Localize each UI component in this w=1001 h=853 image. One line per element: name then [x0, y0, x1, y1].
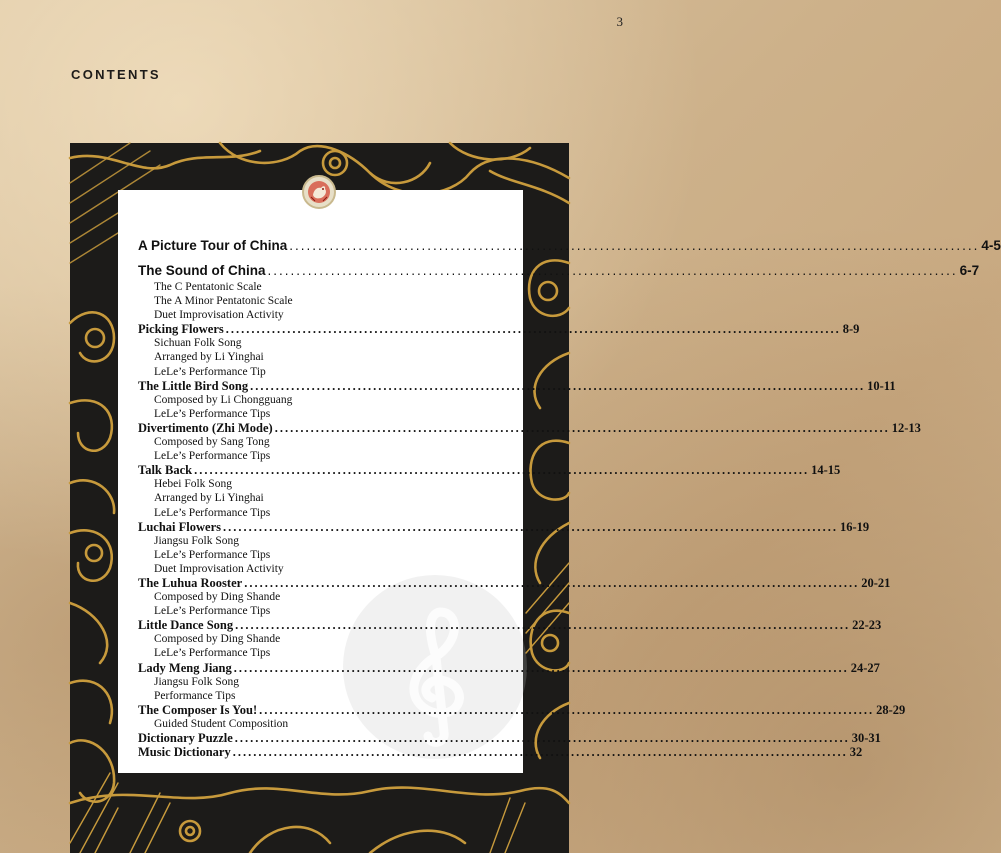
toc-subentry: The A Minor Pentatonic Scale [154, 295, 293, 308]
toc-entry-title: The Luhua Rooster [138, 575, 243, 590]
toc-entry-pages: 22-23 [852, 618, 882, 633]
dot-leader: ........................................................................................................................ [222, 519, 838, 534]
toc-entry-title: Divertimento (Zhi Mode) [138, 420, 273, 435]
toc-entry-pages: 30-31 [851, 731, 881, 745]
toc-subentry: Composed by Ding Shande [154, 633, 281, 646]
toc-subentry: LeLe’s Performance Tips [154, 605, 271, 618]
toc-entry-title: Dictionary Puzzle [138, 731, 233, 745]
toc-entry-title: Luchai Flowers [138, 519, 221, 534]
toc-subentry: Hebei Folk Song [154, 478, 232, 491]
rooster-seal-icon [302, 175, 336, 209]
toc-subentry: Arranged by Li Yinghai [154, 351, 264, 364]
toc-subentry: LeLe’s Performance Tips [154, 506, 271, 519]
toc-entry [138, 731, 881, 745]
toc-subentry: Composed by Sang Tong [154, 436, 270, 449]
toc-entry-pages: 4-5 [981, 238, 1001, 253]
toc-entry [138, 702, 906, 717]
toc-entry-pages: 16-19 [839, 519, 870, 534]
toc-entry-title: The Composer Is You! [138, 702, 258, 717]
toc-subentry: Performance Tips [154, 689, 236, 702]
toc-subentry: LeLe’s Performance Tips [154, 548, 271, 561]
dot-leader: ........................................................................................................................ [274, 420, 890, 435]
toc-entry [138, 618, 882, 633]
toc-entry-pages: 14-15 [811, 463, 841, 478]
dot-leader: ........................................................................................................................ [267, 263, 958, 278]
dot-leader: ........................................................................................................................ [233, 660, 849, 675]
toc-subentry: Arranged by Li Yinghai [154, 492, 264, 505]
toc-entry-title: Little Dance Song [138, 618, 234, 633]
toc-entry-title: Picking Flowers [138, 322, 224, 337]
toc-entry [138, 519, 870, 534]
dot-leader: ........................................................................................................................ [232, 745, 848, 760]
toc-subentry: Duet Improvisation Activity [154, 562, 284, 575]
toc-entry-title: Music Dictionary [138, 745, 231, 760]
toc-subentry: The C Pentatonic Scale [154, 281, 262, 293]
toc-entry-pages: 10-11 [867, 378, 896, 393]
toc-subentry: Sichuan Folk Song [154, 337, 242, 350]
toc-entry [138, 236, 1001, 255]
toc-subentry: LeLe’s Performance Tip [154, 365, 266, 378]
toc-entry [138, 322, 860, 337]
toc-entry [138, 745, 863, 760]
toc-entry-pages: 8-9 [842, 322, 860, 337]
page-number: 3 [616, 14, 623, 29]
dot-leader: ........................................................................................................................ [289, 238, 980, 253]
toc-subentry: LeLe’s Performance Tips [154, 407, 271, 420]
toc-entry-title: Talk Back [138, 463, 193, 478]
toc-entry-title: A Picture Tour of China [138, 238, 288, 253]
toc-entry-title: Lady Meng Jiang [138, 660, 232, 675]
dot-leader: ........................................................................................................................ [250, 378, 866, 393]
toc-subentry: LeLe’s Performance Tips [154, 450, 271, 463]
toc-entry-pages: 28-29 [876, 702, 906, 717]
toc-subentry: Jiangsu Folk Song [154, 534, 239, 547]
dot-leader: ........................................................................................................................ [194, 463, 810, 478]
toc-entry-pages: 32 [849, 745, 863, 760]
toc-entry-pages: 12-13 [891, 420, 921, 435]
toc-subentry: Guided Student Composition [154, 717, 289, 730]
toc-entry [138, 463, 841, 478]
toc-entry [138, 575, 891, 590]
toc-entry-title: The Little Bird Song [138, 378, 249, 393]
toc-entry-pages: 20-21 [861, 575, 891, 590]
toc-subentry: LeLe’s Performance Tips [154, 647, 271, 660]
toc-entry-pages: 6-7 [959, 263, 980, 278]
toc-entry [138, 261, 980, 280]
toc-subentry: Composed by Li Chongguang [154, 393, 293, 406]
toc-entry [138, 378, 896, 393]
dot-leader: ........................................................................................................................ [235, 618, 851, 633]
toc-subentry: Composed by Ding Shande [154, 591, 281, 604]
contents-heading: CONTENTS [71, 67, 161, 82]
toc-entry [138, 420, 921, 435]
dot-leader: ........................................................................................................................ [244, 575, 860, 590]
dot-leader: ........................................................................................................................ [234, 731, 850, 745]
toc-entry [138, 660, 880, 675]
dot-leader: ........................................................................................................................ [225, 322, 841, 337]
toc-entry-pages: 24-27 [850, 660, 880, 675]
toc-subentry: Duet Improvisation Activity [154, 309, 284, 322]
dot-leader: ........................................................................................................................ [259, 702, 875, 717]
toc-subentry: Jiangsu Folk Song [154, 675, 239, 688]
toc-entry-title: The Sound of China [138, 263, 266, 278]
table-of-contents [138, 236, 1001, 760]
